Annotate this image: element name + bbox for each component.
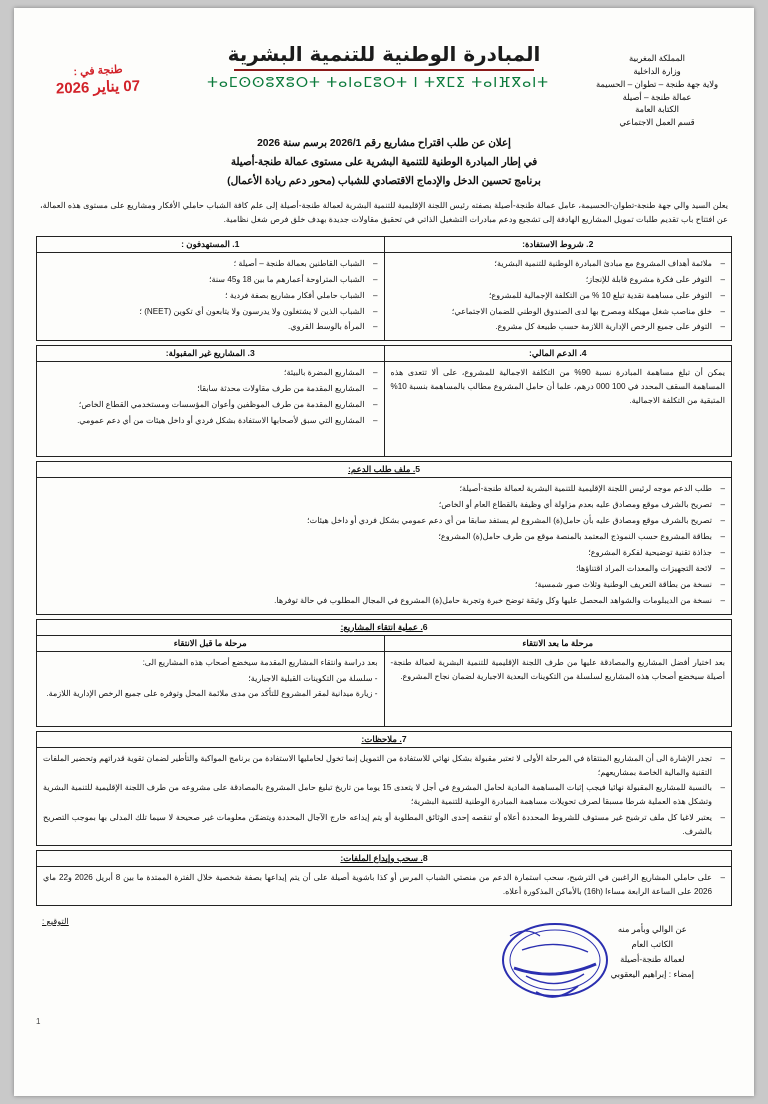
list-item: – ملائمة أهداف المشروع مع مبادئ المبادرة الوطنية للتنمية البشرية؛ bbox=[391, 257, 726, 271]
section-1-body bbox=[37, 252, 385, 341]
list-item: - زيارة ميدانية لمقر المشروع للتأكد من مدى ملائمة المحل وتوفره على جميع الرخص الإدارية اللازمة. bbox=[46, 689, 378, 699]
section-2-body bbox=[384, 252, 732, 341]
section-4-body bbox=[384, 362, 732, 457]
section-6-pre-body bbox=[37, 651, 385, 726]
list-item: – بطاقة المشروع حسب النموذج المعتمد بالمنصة موقع من طرف حامل(ة) المشروع؛ bbox=[43, 530, 725, 544]
section-5-head bbox=[37, 462, 732, 478]
section-1-num: 1 bbox=[234, 238, 240, 249]
list-item: – طلب الدعم موجه لرئيس اللجنة الإقليمية للتنمية البشرية لعمالة طنجة-أصيلة؛ bbox=[43, 482, 725, 496]
section-7-title: . ملاحظات: bbox=[361, 733, 402, 744]
section-7-num: 7 bbox=[401, 733, 407, 744]
title-line-1: في إطار المبادرة الوطنية للتنمية البشرية على مستوى عمالة طنجة-أصيلة bbox=[230, 157, 538, 169]
section-table-5 bbox=[36, 461, 732, 614]
section-2-head bbox=[384, 236, 732, 252]
list-item: – خلق مناصب شغل مهيكلة ومصرح بها لدى الصندوق الوطني للضمان الاجتماعي؛ bbox=[391, 305, 726, 319]
section-4-num: 4 bbox=[581, 348, 587, 359]
document-page bbox=[14, 8, 754, 1096]
section-3-body bbox=[37, 362, 385, 457]
section-6-head bbox=[37, 619, 732, 635]
section-4-title: . الدعم المالي: bbox=[528, 348, 582, 359]
list-item: – نسخة من الديبلومات والشواهد المحصل عليها وكل وثيقة توضح خبرة وتجربة حامل(ة) المشروع في المجال المطلوب في حالة توفرها. bbox=[43, 594, 725, 608]
section-1-title: . المستهدفون : bbox=[181, 238, 235, 249]
list-item: – التوفر على فكرة مشروع قابلة للإنجاز؛ bbox=[391, 273, 726, 287]
page-number: 1 bbox=[36, 1016, 41, 1026]
section-7-body bbox=[37, 747, 732, 845]
list-item: – المشاريع المقدمة من طرف الموظفين وأعوان المؤسسات ومستخدمي القطاع الخاص؛ bbox=[43, 398, 378, 412]
intro-paragraph: يعلن السيد والي جهة طنجة-تطوان-الحسيمة، عامل عمالة طنجة-أصيلة بصفته رئيس اللجنة الإقليمية للتنمية البشرية لعمالة طنجة-أصيلة إلى علم كافة الشباب حاملي الأفكار ومشاريع على مستوى هذه العمالة، عن افتتاح باب تقديم طلبات تمويل المشاريع الهادفة إلى تشجيع ودعم مبادرات التشغيل الذاتي في تحقيق مقاولات جديدة بهدف خلق فرص شغل نظامية. bbox=[40, 201, 728, 225]
kingdom-line-5: قسم العمل الاجتماعي bbox=[619, 117, 695, 128]
indh-logo-arabic: المبادرة الوطنية للتنمية البشرية bbox=[227, 42, 541, 66]
section-8-title: . سحب وإيداع الملفات: bbox=[340, 853, 423, 864]
list-item: – بالنسبة للمشاريع المقبولة نهائيا فيجب إثبات المساهمة المادية لحامل المشروع في أجل لا يتعدى 15 يوما من تاريخ تبليغ حامل المشروع بالمصادقة على مشروعه من طرف اللجنة الإقليمية للتنمية البشرية وتشكل هذه العملية شرطا مسبقا لصرف تحويلات مساهمة المبادرة الوطنية للتنمية البشرية؛ bbox=[43, 781, 725, 809]
list-item: – المشاريع المقدمة من طرف مقاولات محدثة سابقا؛ bbox=[43, 382, 378, 396]
official-stamp-icon bbox=[496, 916, 614, 1008]
kingdom-identification bbox=[582, 52, 732, 129]
page-title bbox=[36, 134, 732, 191]
list-item: – الشباب الذين لا يشتغلون ولا يدرسون ولا يتابعون أي تكوين (NEET) ؛ bbox=[43, 305, 378, 319]
list-item: – التوفر على جميع الرخص الإدارية اللازمة حسب طبيعة كل مشروع. bbox=[391, 320, 726, 334]
list-item: بعد دراسة وانتقاء المشاريع المقدمة سيخضع أصحاب هذه المشاريع الى: bbox=[142, 657, 378, 667]
list-item: – يعتبر لاغيا كل ملف ترشيح غير مستوف للشروط المحددة أعلاه أو تنقصه إحدى الوثائق المطلوبة أو يتم إيداعه خارج الآجال المحددة ويتضمّن معلومات غير صحيحة لا سيما تلك المدلى بها بموجب التصريح بالشرف. bbox=[43, 811, 725, 839]
section-6-title: . عملية انتقاء المشاريع: bbox=[340, 621, 423, 632]
title-line-2: برنامج تحسين الدخل والإدماج الاقتصادي للشباب (محور دعم ريادة الأعمال) bbox=[227, 176, 541, 188]
kingdom-line-0: المملكة المغربية bbox=[629, 53, 685, 63]
section-table-6 bbox=[36, 619, 732, 727]
list-item: – الشباب القاطنين بعمالة طنجة – أصيلة ؛ bbox=[43, 257, 378, 271]
section-2-num: 2 bbox=[588, 238, 594, 249]
list-item: – المشاريع التي سبق لأصحابها الاستفادة بشكل فردي أو داخل هيئات من أي دعم عمومي. bbox=[43, 414, 378, 428]
list-item: يمكن أن تبلغ مساهمة المبادرة نسبة 90% من التكلفة الاجمالية للمشروع، على ألا تتعدى هذه المساهمة السقف المحدد في 100 000 درهم، علما أن حامل المشروع مطالب بالمساهمة بنسبة 10% المتبقية من التكلفة الاجمالية. bbox=[390, 368, 725, 406]
signature-line-4: إمضاء : إبراهيم اليعقوبي bbox=[610, 969, 694, 980]
indh-logo-rule bbox=[234, 69, 534, 71]
section-table-8 bbox=[36, 850, 732, 906]
section-table-3-4 bbox=[36, 345, 732, 457]
kingdom-line-3: عمالة طنجة – أصيلة bbox=[622, 91, 692, 102]
kingdom-line-4: الكتابة العامة bbox=[635, 104, 679, 115]
list-item: - سلسلة من التكوينات القبلية الاجبارية؛ bbox=[248, 673, 378, 683]
signature-line-2: الكاتب العام bbox=[631, 938, 674, 949]
section-6-post-head: مرحلة ما بعد الانتقاء bbox=[384, 635, 732, 651]
section-7-head bbox=[37, 731, 732, 747]
indh-logo bbox=[207, 42, 549, 91]
section-6-num: 6 bbox=[422, 621, 428, 632]
section-5-num: 5 bbox=[415, 464, 421, 475]
list-item: – تصريح بالشرف موقع ومصادق عليه بأن حامل(ة) المشروع لم يستفد سابقا من أي دعم عمومي بشكل فردي أو داخل هيئات؛ bbox=[43, 514, 725, 528]
section-8-body bbox=[37, 867, 732, 906]
list-item: – تجدر الإشارة الى أن المشاريع المنتقاة في المرحلة الأولى لا تعتبر مقبولة بشكل نهائي للاستفادة من التمويل إنما تخول لحامليها الاستفادة من برنامج المواكبة والتأطير لضمان تقوية قدراتهم وتحضير الملفات التقنية والمالية الخاصة بمشاريعهم؛ bbox=[43, 752, 725, 780]
date-stamp-label: طنجة في : bbox=[73, 63, 123, 79]
title-line-0: إعلان عن طلب اقتراح مشاريع رقم 2026/1 برسم سنة 2026 bbox=[257, 138, 511, 149]
list-item: – الشباب المتراوحة أعمارهم ما بين 18 و45 سنة؛ bbox=[43, 273, 378, 287]
section-4-head bbox=[384, 346, 732, 362]
list-item: – تصريح بالشرف موقع ومصادق عليه بعدم مزاولة أي وظيفة بالقطاع العام أو الخاص؛ bbox=[43, 498, 725, 512]
signature-caption: التوقيع : bbox=[42, 916, 69, 926]
date-stamp-value: 07 يناير 2026 bbox=[55, 77, 141, 98]
kingdom-line-1: وزارة الداخلية bbox=[633, 65, 681, 76]
section-8-head bbox=[37, 851, 732, 867]
list-item: – جذاذة تقنية توضيحية لفكرة المشروع؛ bbox=[43, 546, 725, 560]
section-3-num: 3 bbox=[249, 348, 255, 359]
document-footer bbox=[36, 916, 732, 1024]
date-stamp bbox=[38, 64, 158, 96]
signature-line-3: لعمالة طنجة-أصيلة bbox=[620, 954, 685, 965]
section-8-num: 8 bbox=[422, 853, 428, 864]
list-item: – على حاملي المشاريع الراغبين في الترشيح، سحب استمارة الدعم من منصتي الشباب المرس أو كذا باشوية أصيلة على أن يتم إيداعها بصفة شخصية خلال الفترة الممتدة ما بين 8 أبريل 2026 و22 ماي 2026 على الساعة الرابعة مساءا (16h) بالأماكن المذكورة أعلاه. bbox=[43, 871, 725, 899]
section-table-7 bbox=[36, 731, 732, 846]
section-5-body bbox=[37, 478, 732, 614]
section-3-head bbox=[37, 346, 385, 362]
signature-block bbox=[611, 922, 694, 983]
section-2-title: . شروط الاستفادة: bbox=[522, 238, 589, 249]
list-item: – التوفر على مساهمة نقدية تبلغ 10 % من التكلفة الإجمالية للمشروع؛ bbox=[391, 289, 726, 303]
indh-logo-tifinagh: ⵜⴰⵎⵙⵙⵓⴳⵓⵔⵜ ⵜⴰⵏⴰⵎⵓⵔⵜ ⵏ ⵜⴳⵎⵉ ⵜⴰⵏⴼⴳⴰⵏⵜ bbox=[207, 75, 549, 91]
list-item: – المشاريع المضرة بالبيئة؛ bbox=[43, 366, 378, 380]
list-item: بعد اختيار أفضل المشاريع والمصادقة عليها من طرف اللجنة الإقليمية للتنمية البشرية لعمالة طنجة-أصيلة سيخضع أصحاب هذه المشاريع لسلسلة من التكوينات البعدية الاجبارية لضمان نجاح المشروع. bbox=[390, 657, 725, 681]
section-5-title: . ملف طلب الدعم: bbox=[347, 464, 416, 475]
section-6-pre-head: مرحلة ما قبل الانتقاء bbox=[37, 635, 385, 651]
section-6-post-body bbox=[384, 651, 732, 726]
signature-line-1: عن الوالي وبأمر منه bbox=[617, 923, 687, 934]
section-1-head bbox=[37, 236, 385, 252]
section-table-1-2 bbox=[36, 236, 732, 342]
list-item: – المرأة بالوسط القروي. bbox=[43, 320, 378, 334]
list-item: – نسخة من بطاقة التعريف الوطنية وثلاث صور شمسية؛ bbox=[43, 578, 725, 592]
list-item: – لائحة التجهيزات والمعدات المراد اقتناؤها؛ bbox=[43, 562, 725, 576]
kingdom-line-2: ولاية جهة طنجة – تطوان – الحسيمة bbox=[595, 78, 718, 89]
section-3-title: . المشاريع غير المقبولة: bbox=[165, 348, 250, 359]
list-item: – الشباب حاملي أفكار مشاريع بصفة فردية ؛ bbox=[43, 289, 378, 303]
document-header bbox=[36, 18, 732, 130]
